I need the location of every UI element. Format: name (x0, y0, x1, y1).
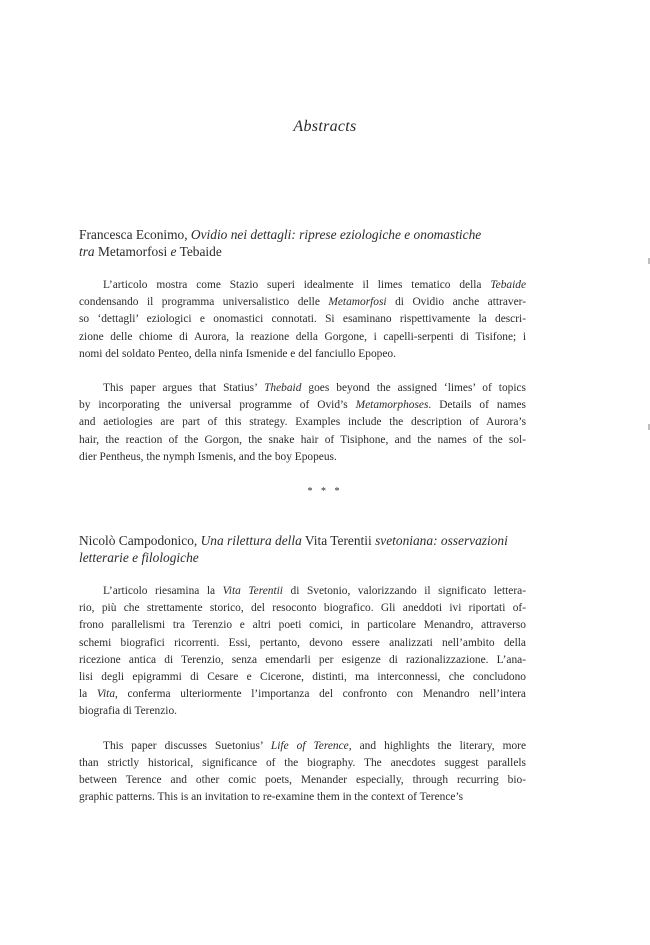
line-text: This paper argues that Statius’ (103, 382, 265, 395)
italic-term: Tebaide (490, 279, 526, 291)
line-text: schemi biografici ricorrenti. Essi, pertanto, devono essere analizzati nell’ambito della (79, 636, 526, 649)
paragraph-line (79, 414, 526, 431)
italic-term: Vita Terentii (222, 585, 283, 597)
italic-term: Metamorphoses (355, 399, 429, 412)
article-title-part: Tebaide (176, 244, 222, 259)
article-title-part: Vita Terentii (301, 533, 376, 548)
line-text: hair, the reaction of the Gorgon, the snake hair of Tisiphone, and the names of the sol- (79, 433, 526, 446)
article-title-part: e (170, 244, 177, 259)
line-text: di Svetonio, valorizzando il significato lettera- (282, 585, 526, 597)
line-text: L’articolo riesamina la (103, 585, 223, 597)
line-text: , conferma ulteriormente l’importanza del confronto con Menandro nell’intera (115, 688, 526, 701)
line-text: ricezione antica di Terenzio, senza emendarli per esigenze di razionalizzazione. L’ana- (79, 653, 526, 666)
line-text: than strictly historical, significance of the biography. The anecdotes suggest parallels (79, 756, 526, 769)
line-text: la (79, 688, 97, 701)
page-title: Abstracts (293, 118, 357, 135)
abstract-heading (79, 532, 526, 566)
paragraph-line (79, 397, 526, 414)
line-text: by incorporating the universal programme of Ovid’s (79, 399, 356, 412)
line-text: , and highlights the literary, more (348, 739, 527, 752)
line-text: This paper discusses Suetonius’ (103, 739, 271, 752)
line-text: nomi del soldato Penteo, della ninfa Ismenide e del fanciullo Epopeo. (79, 347, 396, 360)
line-text: . Details of names (428, 399, 526, 412)
article-title-part: tra (79, 244, 95, 259)
line-text: di Ovidio anche attraver- (386, 296, 526, 309)
paragraph-line (79, 686, 526, 703)
paragraph-line (79, 755, 526, 772)
english-abstract (79, 380, 526, 466)
section-separator: * * * (307, 486, 343, 497)
paragraph-line (79, 652, 526, 669)
line-text: frono parallelismi tra Terenzio e altri poeti comici, in particolare Menandro, attraverso (79, 619, 526, 632)
author-name: Francesca Econimo, (79, 227, 191, 242)
line-text: between Terence and other comic poets, Menander especially, through recurring bio- (79, 774, 526, 787)
line-text: rio, più che strettamente storico, del resoconto biografico. Gli aneddoti ivi riportati of- (79, 602, 526, 615)
paragraph-line (79, 617, 526, 634)
english-abstract (79, 738, 526, 807)
italic-term: Thebaid (264, 382, 302, 395)
paragraph-line (79, 294, 526, 311)
italic-term: Metamorfosi (328, 296, 387, 309)
paragraph-line (79, 669, 526, 686)
line-text: goes beyond the assigned ‘limes’ of topics (301, 382, 526, 395)
article-title-part: svetoniana: osservazioni (375, 533, 508, 548)
line-text: lisi degli epigrammi di Cesare e Cicerone, distinti, ma interconnessi, che concludono (79, 671, 526, 684)
line-text: biografia di Terenzio. (79, 705, 177, 718)
paragraph-line (79, 600, 526, 617)
paragraph-line (79, 311, 526, 328)
author-name: Nicolò Campodonico, (79, 533, 201, 548)
abstract-econimo (79, 226, 526, 466)
paragraph-line (79, 346, 526, 363)
paragraph-line (79, 635, 526, 652)
paragraph-line (79, 738, 526, 755)
line-text: condensando il programma universalistico delle (79, 296, 329, 309)
article-title-part: Metamorfosi (94, 244, 171, 259)
article-title-part: Una rilettura della (200, 533, 302, 548)
italian-abstract (79, 277, 526, 363)
paragraph-line (79, 277, 526, 294)
line-text: graphic patterns. This is an invitation to re-examine them in the context of Terence’s (79, 791, 464, 804)
abstract-campodonico (79, 532, 526, 806)
paragraph-line (79, 789, 526, 806)
paragraph-line (79, 703, 526, 720)
article-title-part: letterarie e filologiche (79, 550, 199, 565)
italic-term: Vita (96, 688, 116, 701)
line-text: and aetiologies are part of this strategy. Examples include the description of Aurora’s (79, 416, 526, 429)
paragraph-line (79, 380, 526, 397)
line-text: zione delle chiome di Aurora, la reazione della Gorgone, i capelli-serpenti di Tisifone; i (79, 330, 526, 343)
italian-abstract (79, 583, 526, 721)
article-title-part: Ovidio nei dettagli: riprese eziologiche e onomastiche (190, 227, 482, 242)
paragraph-line (79, 432, 526, 449)
abstract-heading (79, 226, 526, 260)
paragraph-line (79, 329, 526, 346)
paragraph-line (79, 772, 526, 789)
line-text: so ‘dettagli’ eziologici e onomastici connotati. Si esaminano rispettivamente la descri- (79, 313, 526, 326)
line-text: dier Pentheus, the nymph Ismenis, and the boy Epopeus. (79, 450, 337, 463)
paragraph-line (79, 583, 526, 600)
paragraph-line (79, 449, 526, 466)
line-text: L’articolo mostra come Stazio superi idealmente il limes tematico della (103, 279, 491, 291)
italic-term: Life of Terence (270, 739, 349, 752)
